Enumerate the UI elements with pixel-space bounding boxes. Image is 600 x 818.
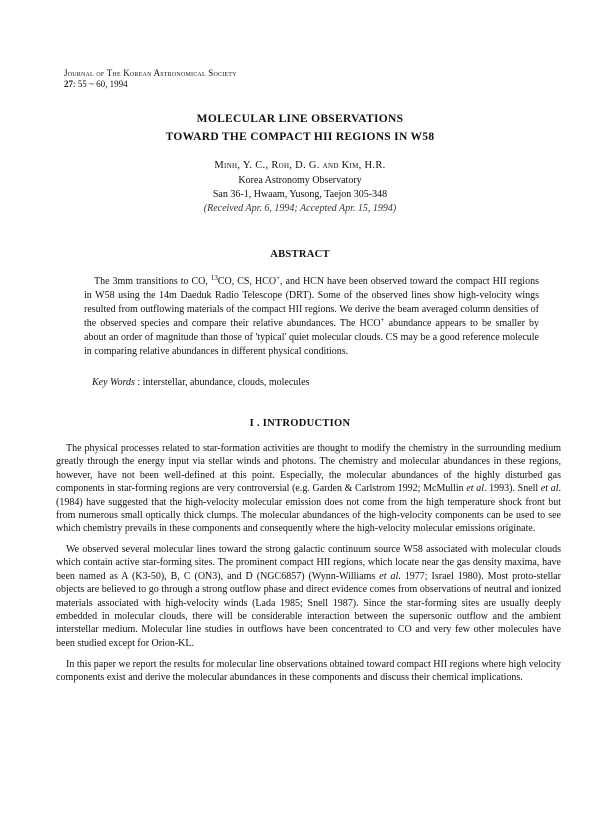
affiliation-address: San 36-1, Hwaam, Yusong, Taejon 305-348 (212, 189, 388, 200)
affiliation-institute: Korea Astronomy Observatory (238, 175, 362, 186)
abstract-heading: ABSTRACT (270, 249, 330, 260)
abstract-part: abundance appears to be smaller by about an order of magnitude than those of 'typical' quiet molecular clouds. CS may be a good reference molecule in comparing relative abundances in different physical conditions. (84, 318, 539, 357)
paper-title-line1: MOLECULAR LINE OBSERVATIONS (196, 113, 404, 125)
text-run: . 1993). Snell (484, 483, 541, 495)
intro-paragraph-2 (56, 543, 561, 650)
et-al: et al (466, 483, 484, 495)
et-al: et al (540, 483, 559, 495)
journal-header (64, 68, 237, 90)
keywords-label: Key Words (92, 377, 135, 388)
keywords (92, 377, 309, 388)
journal-volume-line (64, 79, 237, 90)
journal-name: Journal of The Korean Astronomical Society (64, 68, 237, 78)
isotope-superscript: 13 (210, 274, 218, 282)
et-al: et al (379, 570, 399, 582)
text-run: We observed several molecular lines toward the strong galactic continuum source W58 associated with molecular clouds which contain active star-forming sites. The prominent compact HII regions, which locate near the gas density maxima, have been named as A (K3-50), B, C (ON3), and D (NGC6857) (Wynn-Williams (56, 544, 561, 582)
text-run: The physical processes related to star-formation activities are thought to modify the chemistry in the surrounding medium greatly through the energy input via stellar winds and photons. The chemistry and molecular abundances in these regions, however, have not been well-defined at this point. Especially, the molecular abundances of the highly disturbed gas components in star-forming regions are very controversial (e.g. Garden & Carlstrom 1992; McMullin (56, 443, 561, 495)
ion-superscript: + (276, 274, 281, 282)
abstract-text (84, 275, 539, 359)
keywords-text: : interstellar, abundance, clouds, molecules (134, 377, 310, 388)
abstract-part: The 3mm transitions to CO, (94, 276, 211, 287)
abstract-part: CO, CS, HCO (217, 276, 277, 287)
journal-pages: : 55 ~ 60, 1994 (73, 79, 128, 89)
text-run: . 1977; Israel 1980). Most proto-stellar objects are believed to go through a strong outflow phase and direct evidence comes from observations of neutral and ionized materials associated with high-velocity winds (Lada 1985; Snell 1987). Since the star-forming sites are usually deeply embedded in molecular clouds, there will be considerable interaction between the supersonic outflow and the ambient interstellar medium. Molecular line studies in outflows have been concentrated to CO and very few other molecules have been studied except for Orion-KL. (56, 570, 562, 649)
authors: Minh, Y. C., Roh, D. G. and Kim, H.R. (214, 160, 386, 171)
ion-superscript: + (380, 316, 385, 324)
abstract-part: , and HCN have been observed toward the compact HII regions in W58 using the 14m Daeduk Radio Telescope (DRT). Some of the observed lines show high-velocity wings resulted from outflowing materials of the compact HII regions. We derive the beam averaged column densities of the observed species and compare their relative abundances. The HCO (84, 276, 539, 329)
introduction-heading: I . INTRODUCTION (249, 418, 351, 429)
intro-paragraph-3: In this paper we report the results for molecular line observations obtained toward compact HII regions where high velocity components exist and derive the molecular abundances in these components and discuss their chemical implications. (56, 659, 561, 684)
journal-volume: 27 (64, 79, 73, 89)
intro-paragraph-1 (56, 442, 561, 536)
received-accepted-dates: (Received Apr. 6, 1994; Accepted Apr. 15, 1994) (203, 203, 397, 214)
paper-title-line2: TOWARD THE COMPACT HII REGIONS IN W58 (165, 131, 435, 143)
text-run: . (1984) have suggested that the high-velocity molecular emission does not come from the high temperature shock front but from numerous small optically thick clumps. The molecular abundances of the high-velocity components can be used to see which chemistry prevails in these components and consequently where the high-velocity molecular emissions originate. (56, 483, 562, 535)
